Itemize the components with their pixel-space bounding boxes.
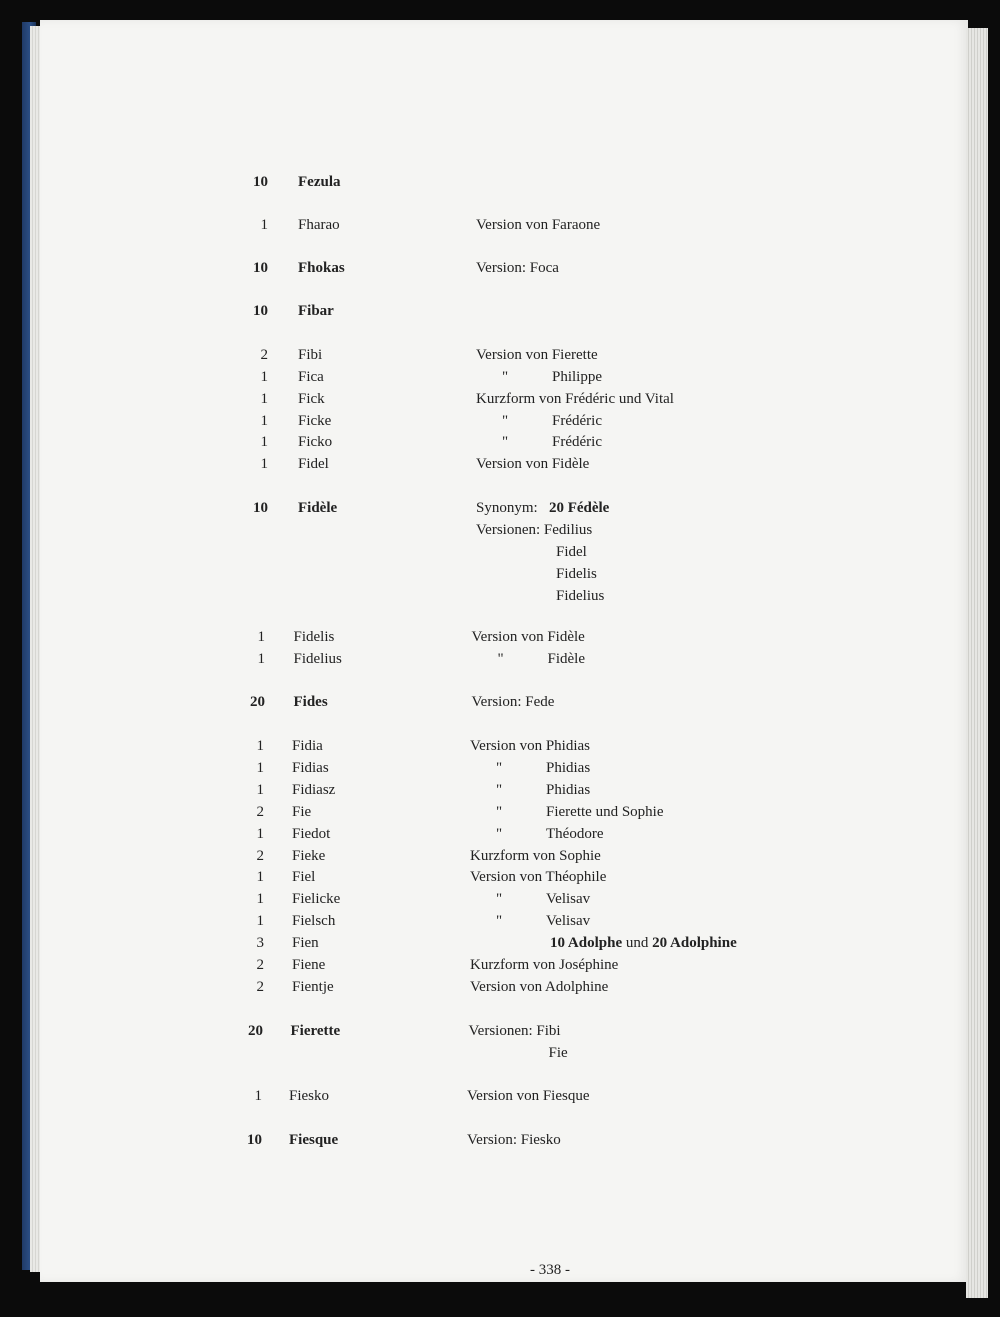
- entry-description: Version von Fiesque: [467, 1088, 590, 1104]
- entry-description: " Théodore: [466, 826, 604, 842]
- entry-description: " Fidèle: [467, 651, 585, 667]
- entry-name: Fien: [292, 935, 319, 951]
- entry-count: 1: [256, 738, 264, 754]
- entry-name: Fiesko: [289, 1088, 330, 1104]
- entry-description: Version: Fede: [471, 694, 555, 710]
- entry-count: 1: [260, 217, 268, 233]
- entry-description: Version von Fidèle: [471, 629, 585, 645]
- entry-name: Fiene: [292, 957, 326, 973]
- entry-name: Fidelis: [293, 629, 335, 645]
- entry-description: " Fierette und Sophie: [466, 804, 664, 820]
- entry-count: 1: [260, 391, 268, 407]
- entry-description: Fidelius: [556, 588, 605, 604]
- entry-name: Fidèle: [298, 500, 338, 516]
- entry-description: Version von Théophile: [470, 869, 607, 885]
- entry-name: Fezula: [298, 174, 341, 190]
- entry-name: Fidia: [292, 738, 323, 754]
- entry-description: " Frédéric: [472, 434, 602, 450]
- entry-name: Fielicke: [292, 891, 341, 907]
- entry-count: 1: [256, 826, 264, 842]
- entry-count: 2: [260, 347, 268, 363]
- entry-row: [0, 932, 1000, 954]
- entry-name: Fierette: [290, 1023, 341, 1039]
- entry-name: Fhokas: [298, 260, 345, 276]
- entry-name: Fiel: [292, 869, 316, 885]
- entry-description: " Phidias: [466, 782, 591, 798]
- entry-description: " Philippe: [472, 369, 603, 385]
- entry-count: 1: [254, 1088, 262, 1104]
- entry-name: Fientje: [292, 979, 334, 995]
- entry-description: Fidelis: [556, 566, 597, 582]
- entry-row: [0, 171, 1000, 193]
- entry-name: Fie: [292, 804, 312, 820]
- entry-description: Version von Adolphine: [470, 979, 609, 995]
- entry-name: Fidel: [298, 456, 329, 472]
- page-number: - 338 -: [530, 1262, 570, 1278]
- entry-count: 1: [256, 782, 264, 798]
- entry-count: 1: [260, 413, 268, 429]
- entry-description: " Frédéric: [472, 413, 602, 429]
- entry-count: 10: [253, 303, 268, 319]
- entry-count: 1: [260, 456, 268, 472]
- entry-count: 1: [260, 369, 268, 385]
- entry-description: Version: Fiesko: [467, 1132, 561, 1148]
- entry-name: Fides: [293, 694, 328, 710]
- entry-count: 3: [256, 935, 264, 951]
- entry-name: Fidelius: [293, 651, 342, 667]
- entry-count: 2: [256, 957, 264, 973]
- entry-description: " Velisav: [466, 913, 591, 929]
- entry-count: 1: [257, 651, 265, 667]
- entry-name: Fiesque: [289, 1132, 339, 1148]
- entry-count: 20: [250, 694, 265, 710]
- entry-count: 10: [253, 500, 268, 516]
- entry-description: Kurzform von Frédéric und Vital: [476, 391, 674, 407]
- entry-count: 2: [256, 804, 264, 820]
- entry-name: Fharao: [298, 217, 340, 233]
- entry-name: Fieke: [292, 848, 326, 864]
- entry-name: Ficko: [298, 434, 333, 450]
- entry-description: Kurzform von Sophie: [470, 848, 601, 864]
- entry-description: 10 Adolphe und 20 Adolphine: [550, 935, 737, 951]
- entry-name: Fibi: [298, 347, 323, 363]
- entry-name: Fibar: [298, 303, 334, 319]
- entry-description: Synonym: 20 Fédèle: [476, 500, 610, 516]
- entry-count: 1: [256, 913, 264, 929]
- entry-name: Fiedot: [292, 826, 331, 842]
- entry-count: 1: [256, 869, 264, 885]
- entry-count: 1: [256, 891, 264, 907]
- entry-count: 2: [256, 848, 264, 864]
- entry-description: Version von Fierette: [476, 347, 598, 363]
- entry-description: Versionen: Fedilius: [476, 522, 593, 538]
- entry-description: Versionen: Fibi: [468, 1023, 561, 1039]
- entry-count: 10: [247, 1132, 262, 1148]
- entry-count: 1: [256, 760, 264, 776]
- entry-count: 1: [260, 434, 268, 450]
- entry-description: Fie: [548, 1045, 568, 1061]
- entry-count: 20: [248, 1023, 263, 1039]
- entry-count: 10: [253, 260, 268, 276]
- entry-description: " Velisav: [466, 891, 591, 907]
- entry-name: Ficke: [298, 413, 332, 429]
- entry-description: Fidel: [556, 544, 587, 560]
- entry-description: Version von Faraone: [476, 217, 601, 233]
- entry-row: [0, 300, 1000, 322]
- entry-count: 10: [253, 174, 268, 190]
- entry-description: Version: Foca: [476, 260, 559, 276]
- entry-count: 2: [256, 979, 264, 995]
- entry-description: Version von Phidias: [470, 738, 590, 754]
- entry-name: Fica: [298, 369, 324, 385]
- entry-description: Version von Fidèle: [476, 456, 590, 472]
- entry-description: Kurzform von Joséphine: [470, 957, 619, 973]
- entry-name: Fidiasz: [292, 782, 336, 798]
- entry-name: Fielsch: [292, 913, 336, 929]
- entry-count: 1: [257, 629, 265, 645]
- entry-name: Fick: [298, 391, 325, 407]
- entry-name: Fidias: [292, 760, 329, 776]
- entry-description: " Phidias: [466, 760, 591, 776]
